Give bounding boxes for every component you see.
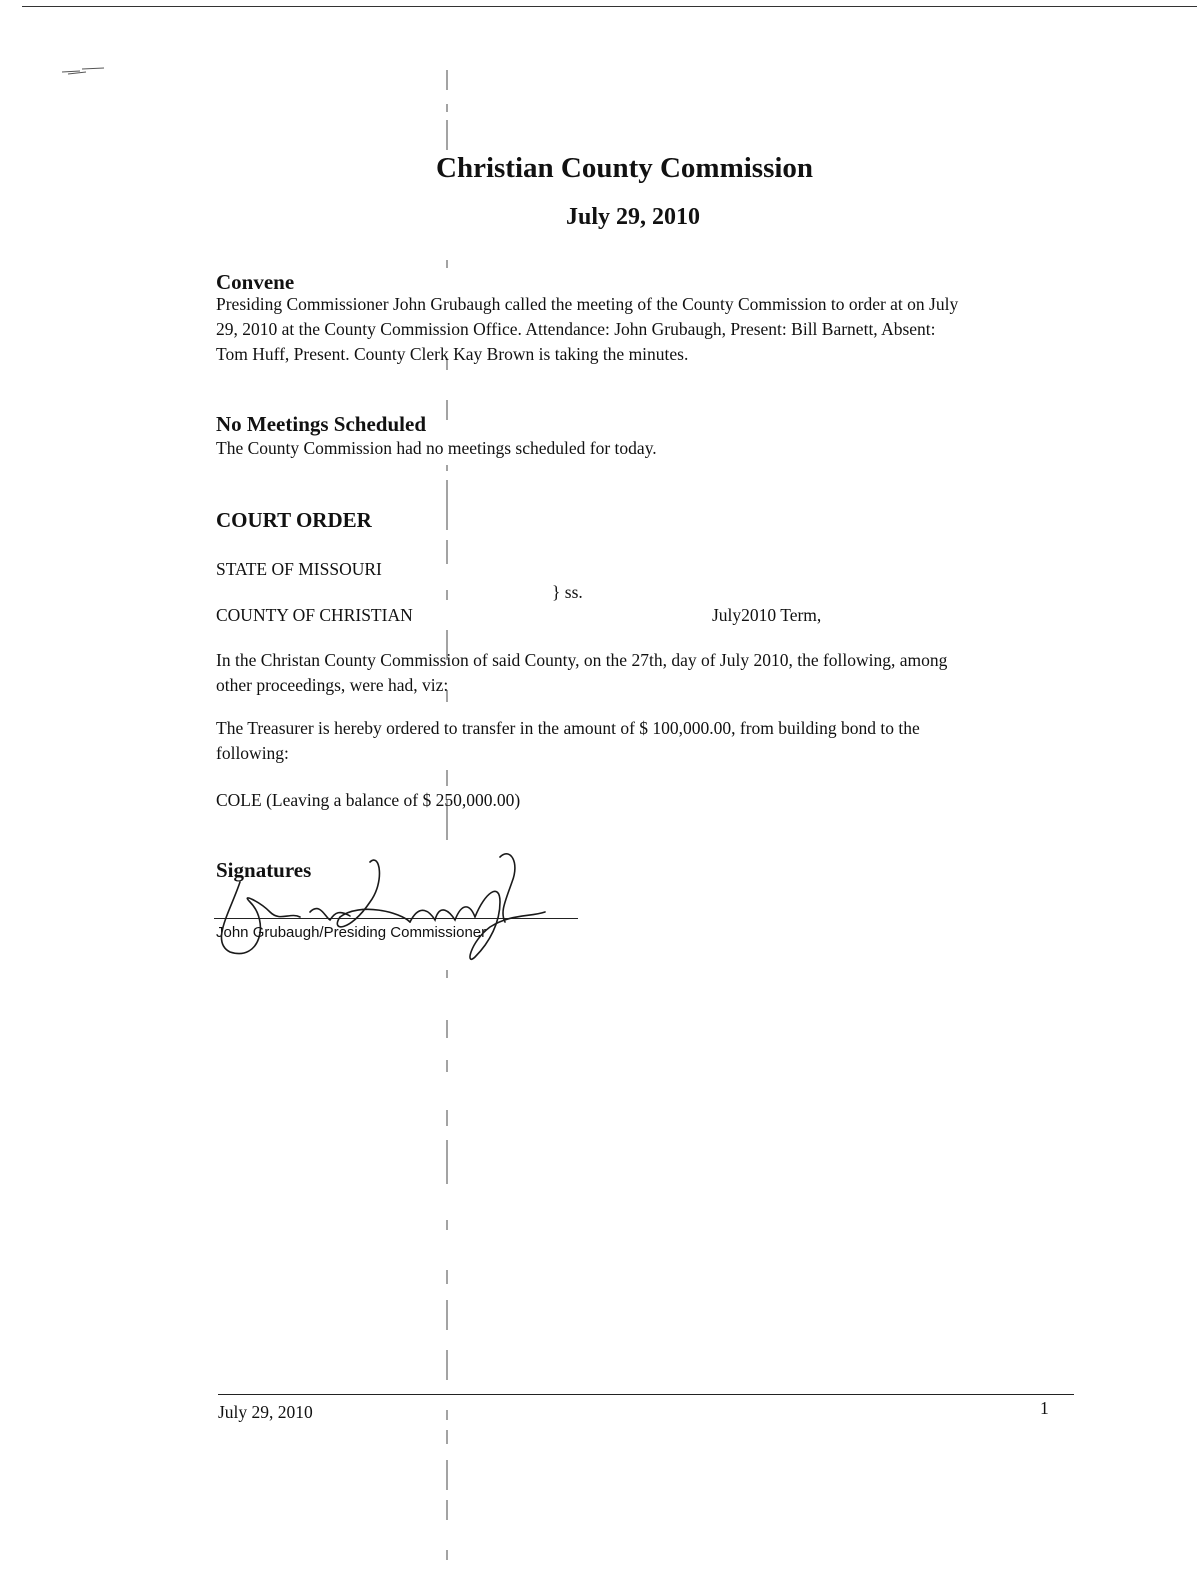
document-title: Christian County Commission [436,152,814,184]
scan-artifact-mark [60,66,106,76]
no-meetings-text: The County Commission had no meetings scheduled for today. [216,438,657,458]
convene-line: Presiding Commissioner John Grubaugh called the meeting of the County Commission to order at on July [216,294,959,314]
state-line: STATE OF MISSOURI [216,559,382,579]
top-border-rule [22,6,1197,7]
no-meetings-heading: No Meetings Scheduled [216,412,426,436]
document-date: July 29, 2010 [566,204,701,230]
handwritten-signature [200,842,560,972]
cole-line: COLE (Leaving a balance of $ 250,000.00) [216,790,521,810]
footer-date: July 29, 2010 [218,1402,313,1422]
intro-line: In the Christan County Commission of said County, on the 27th, day of July 2010, the following, among [216,650,948,670]
signatures-heading: Signatures [216,858,312,882]
convene-line: 29, 2010 at the County Commission Office. Attendance: John Grubaugh, Present: Bill Barnett, Absent: [216,319,936,339]
ss-mark: } ss. [552,582,583,602]
convene-heading: Convene [216,270,295,294]
order-line: following: [216,743,289,763]
order-line: The Treasurer is hereby ordered to transfer in the amount of $ 100,000.00, from building bond to the [216,718,920,738]
convene-line: Tom Huff, Present. County Clerk Kay Brown is taking the minutes. [216,344,689,364]
page-number: 1 [1040,1398,1049,1418]
footer-rule [218,1394,1074,1395]
term-line: July2010 Term, [712,605,822,625]
court-order-heading: COURT ORDER [216,508,372,532]
signature-caption: John Grubaugh/Presiding Commissioner [216,924,487,941]
county-line: COUNTY OF CHRISTIAN [216,605,413,625]
intro-line: other proceedings, were had, viz: [216,675,449,695]
